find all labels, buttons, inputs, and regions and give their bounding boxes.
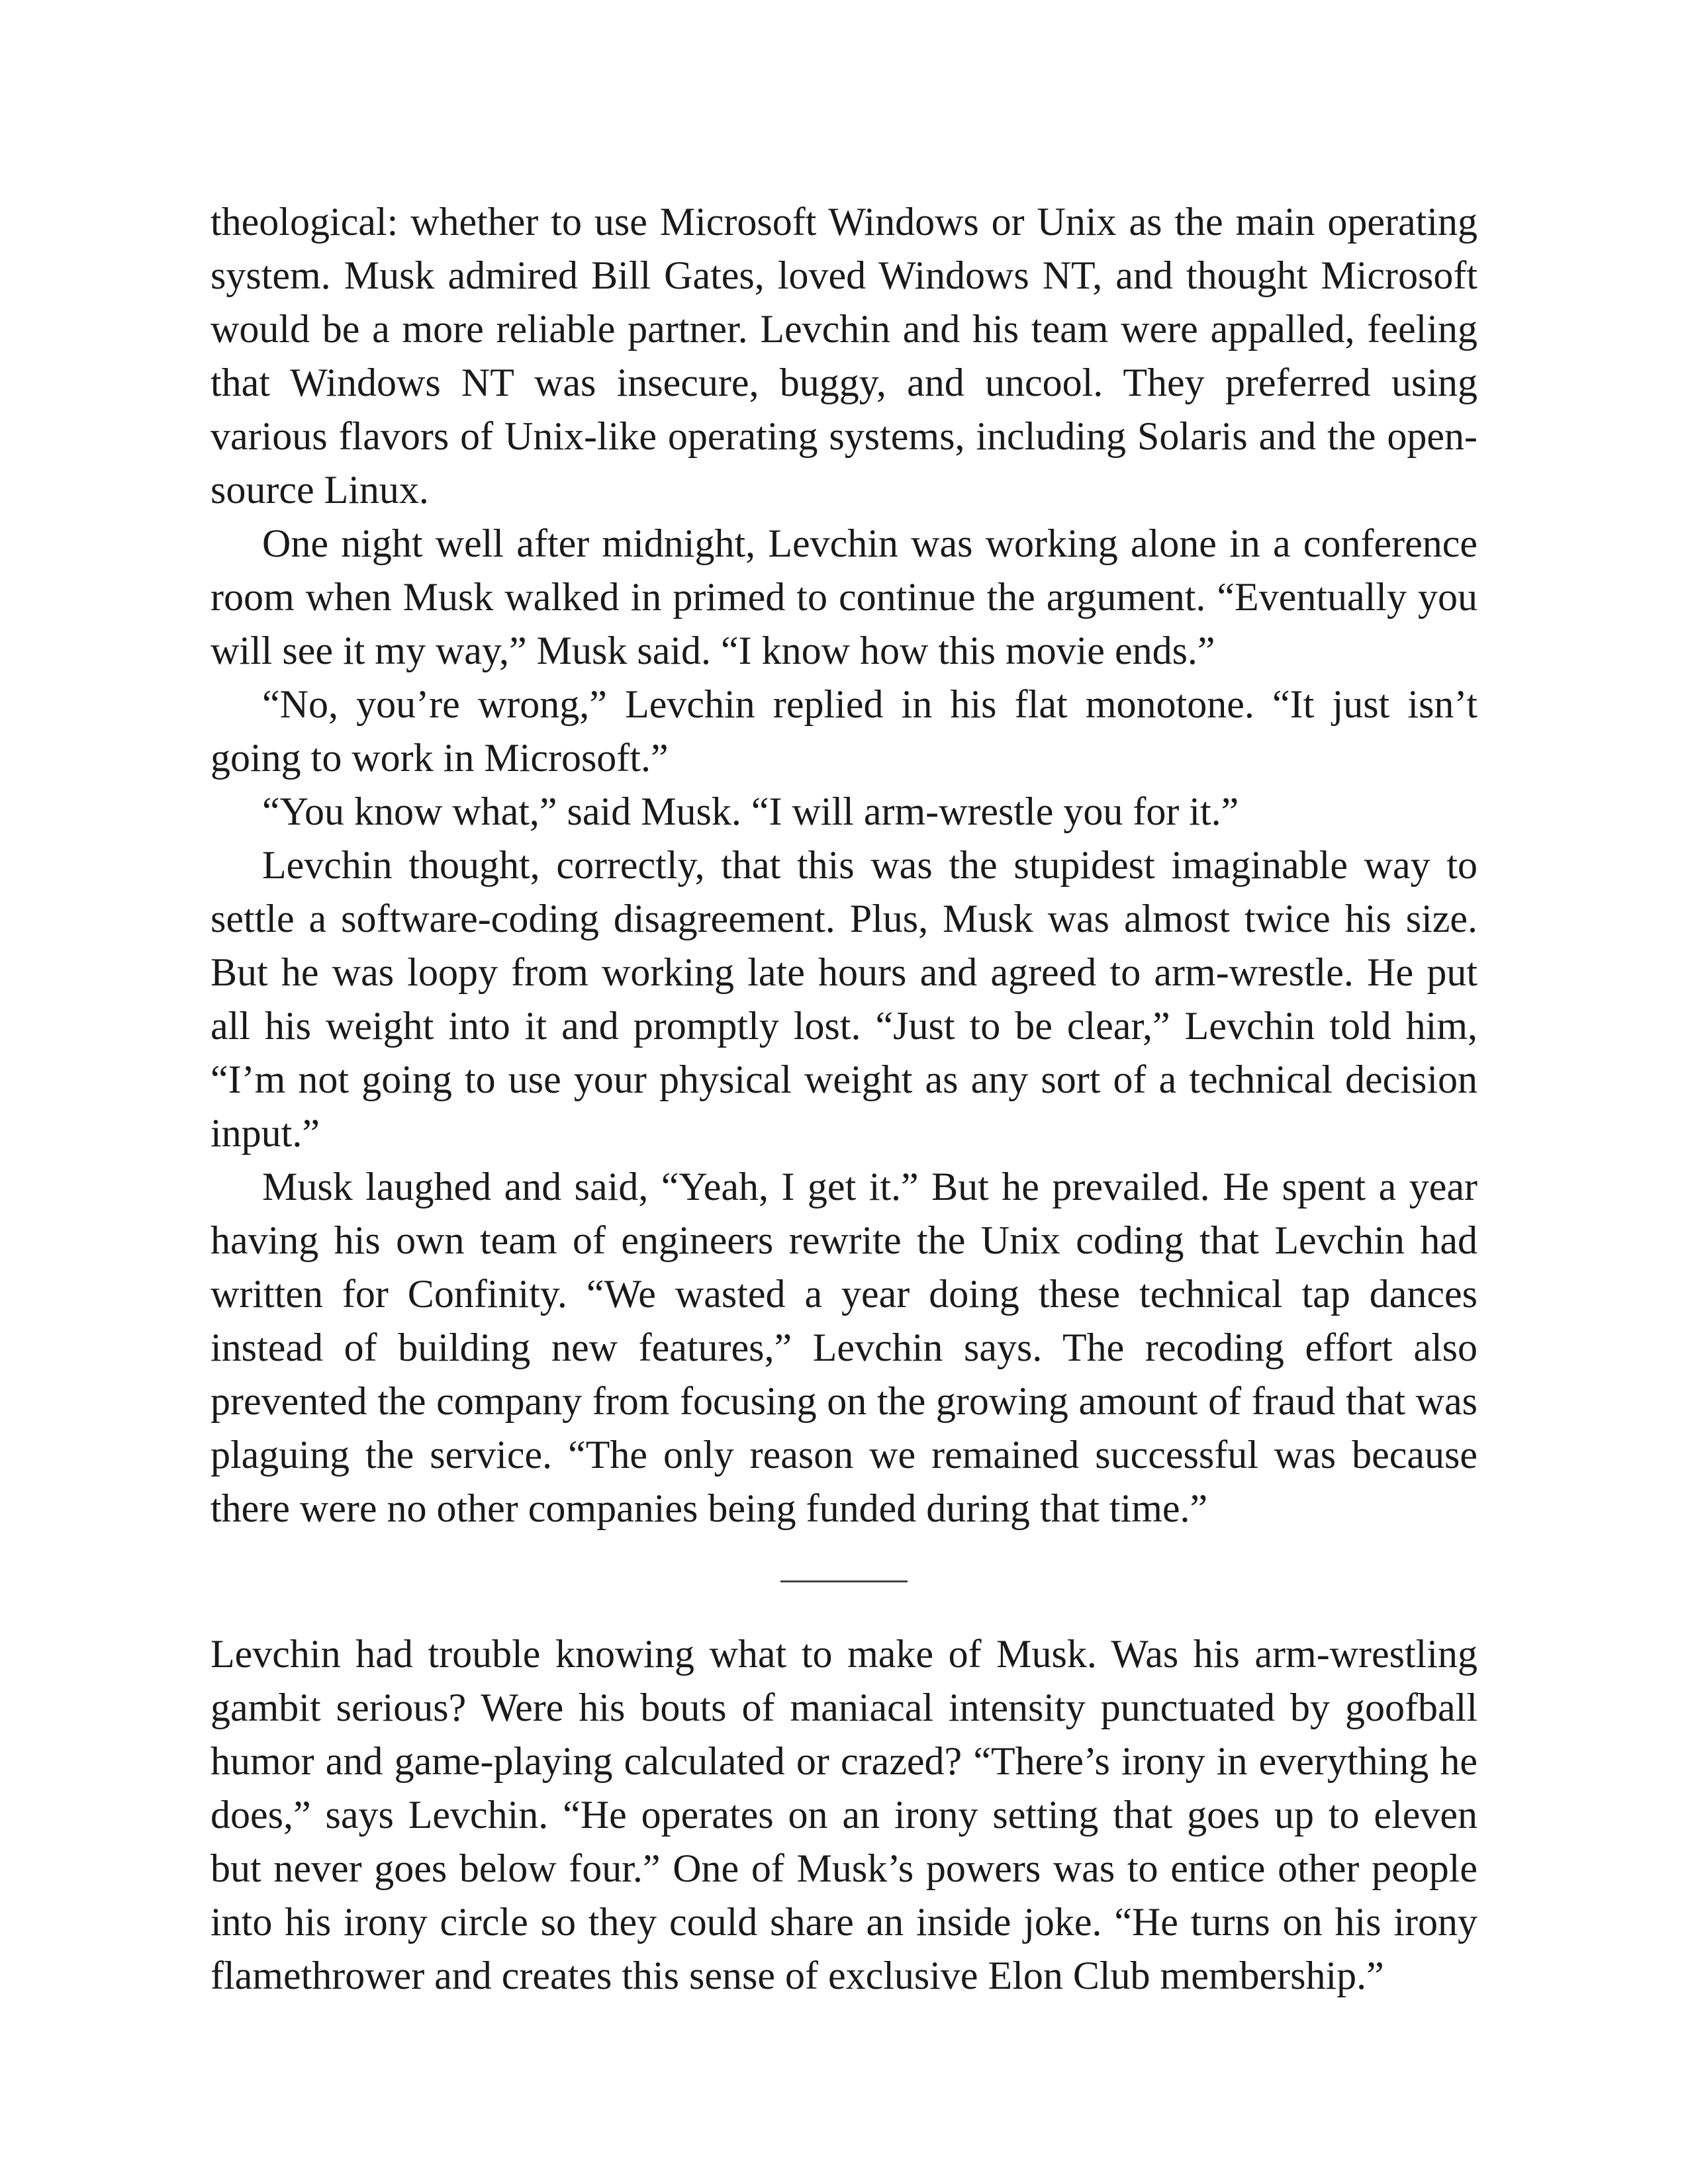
paragraph-section-start: Levchin had trouble knowing what to make of Musk. Was his arm-wrestling gambit serious? Were his bouts of maniacal intensity punctuated by goofball humor and game-playing calculated or crazed? “There’s irony in everything he does,” says Levchin. “He operates on an irony setting that goes up to eleven but never goes below four.” One of Musk’s powers was to entice other people into his irony circle so they could share an inside joke. “He turns on his irony flamethrower and creates this sense of exclusive Elon Club membership.” [211, 1632, 1477, 1997]
paragraph: “No, you’re wrong,” Levchin replied in his flat monotone. “It just isn’t going to work in Microsoft.” [211, 682, 1477, 780]
paragraph-continuation: theological: whether to use Microsoft Windows or Unix as the main operating system. Musk admired Bill Gates, loved Windows NT, and thought Microsoft would be a more reliable partner. Levchin and his team were appalled, feeling that Windows NT was insecure, buggy, and uncool. They preferred using various flavors of Unix-like operating systems, including Solaris and the opensource Linux. [211, 200, 1477, 512]
section-divider [780, 1580, 908, 1582]
paragraph: Musk laughed and said, “Yeah, I get it.” But he prevailed. He spent a year having his own team of engineers rewrite the Unix coding that Levchin had written for Confinity. “We wasted a year doing these technical tap dances instead of building new features,” Levchin says. The recoding effort also prevented the company from focusing on the growing amount of fraud that was plaguing the service. “The only reason we remained successful was because there were no other companies being funded during that time.” [211, 1165, 1477, 1530]
book-page [211, 195, 1477, 2003]
paragraph: “You know what,” said Musk. “I will arm-wrestle you for it.” [262, 790, 1239, 833]
paragraph: One night well after midnight, Levchin was working alone in a conference room when Musk walked in primed to continue the argument. “Eventually you will see it my way,” Musk said. “I know how this movie ends.” [211, 522, 1477, 672]
paragraph: Levchin thought, correctly, that this was the stupidest imaginable way to settle a software-coding disagreement. Plus, Musk was almost twice his size. But he was loopy from working late hours and agreed to arm-wrestle. He put all his weight into it and promptly lost. “Just to be clear,” Levchin told him, “I’m not going to use your physical weight as any sort of a technical decision input.” [211, 843, 1477, 1155]
